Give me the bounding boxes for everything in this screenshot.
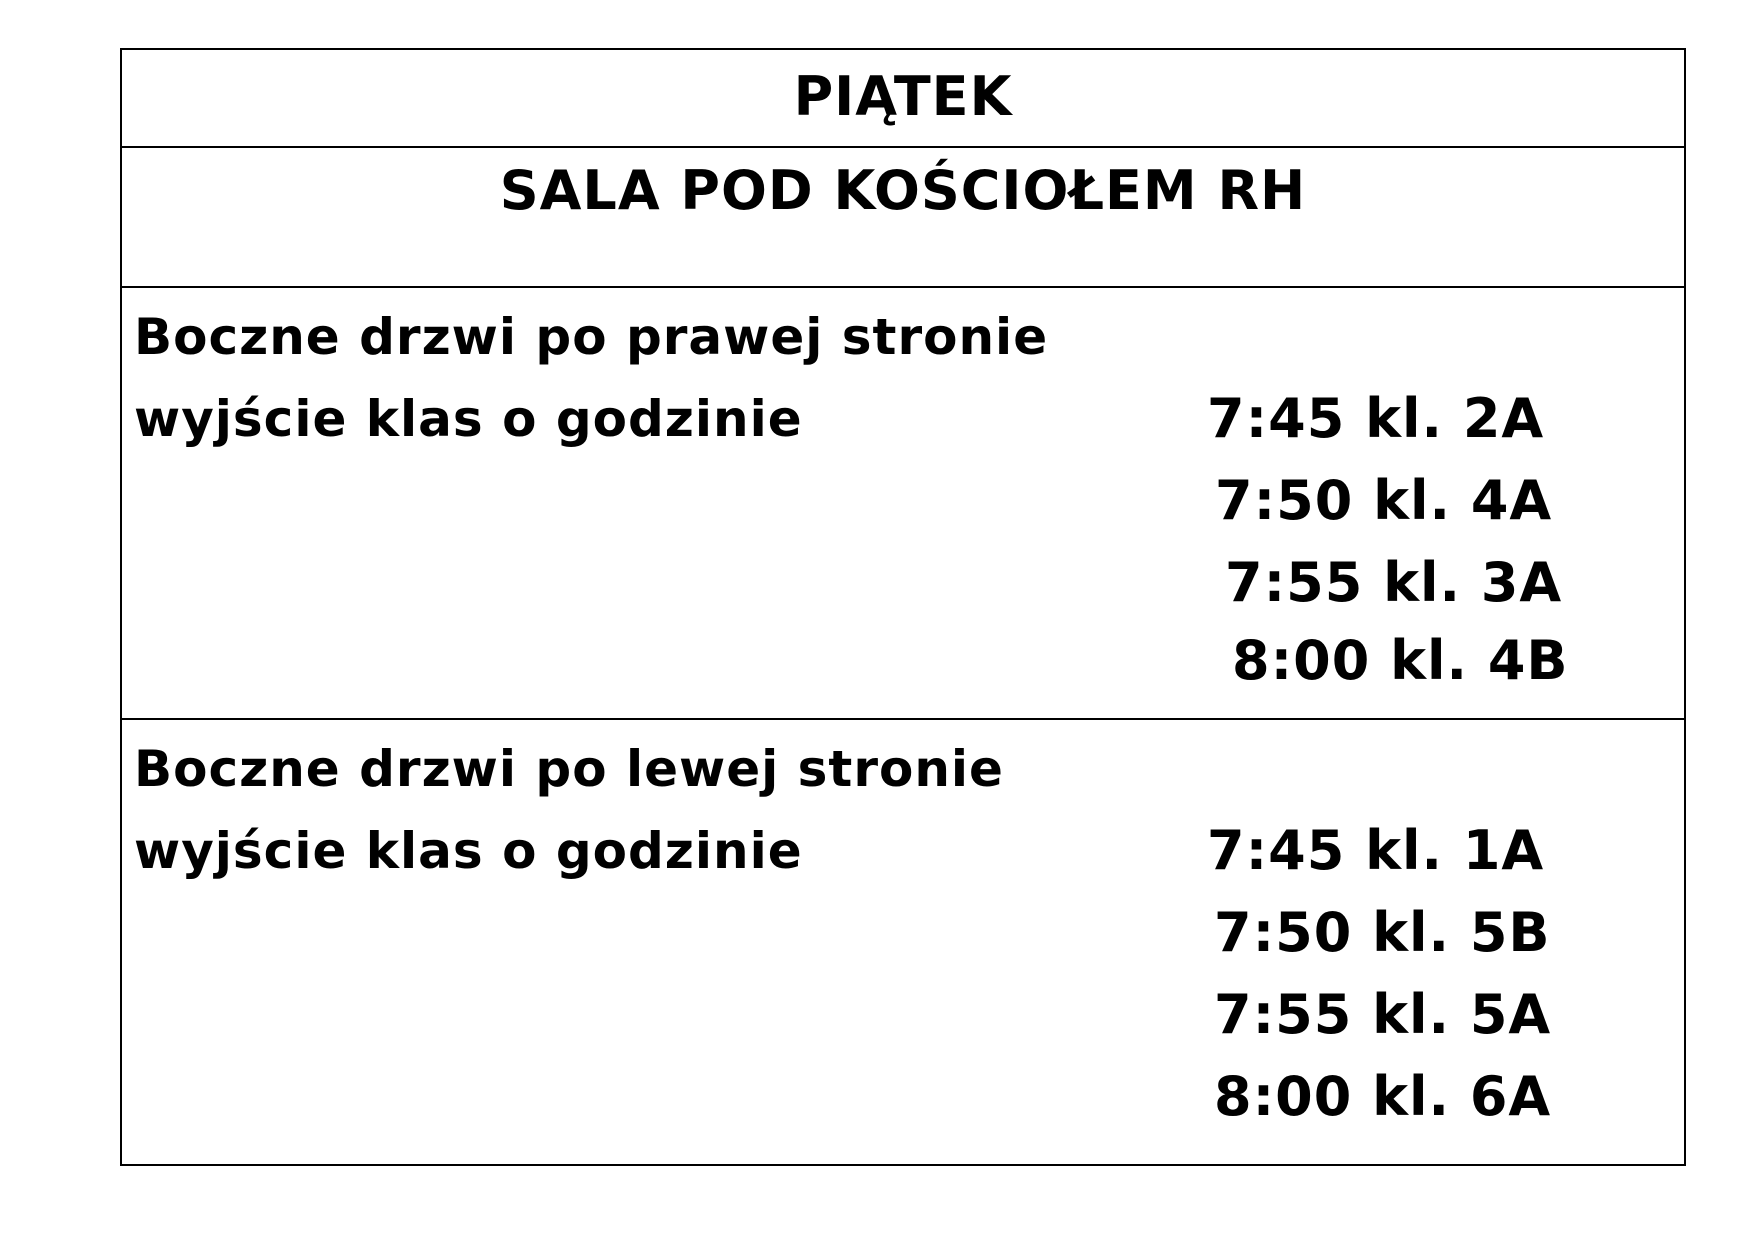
time-slot: 8:00 kl. 6A	[1214, 1065, 1552, 1128]
venue-row	[122, 148, 1684, 288]
right-door-section	[122, 288, 1684, 720]
time-slot: 7:50 kl. 4A	[1215, 469, 1553, 532]
time-slot: 7:45 kl. 2A	[1207, 387, 1545, 450]
venue-title: SALA POD KOŚCIOŁEM RH	[499, 159, 1307, 222]
title-row	[122, 50, 1684, 148]
time-slot: 7:55 kl. 5A	[1214, 983, 1552, 1046]
time-slot: 7:45 kl. 1A	[1207, 819, 1545, 882]
day-title: PIĄTEK	[793, 65, 1013, 128]
schedule-table	[120, 48, 1686, 1166]
door-label: Boczne drzwi po prawej stronie	[134, 308, 1049, 366]
exit-label: wyjście klas o godzinie	[134, 390, 803, 448]
time-slot: 7:50 kl. 5B	[1214, 901, 1551, 964]
left-door-section	[122, 720, 1684, 1166]
time-slot: 7:55 kl. 3A	[1225, 551, 1563, 614]
time-slot: 8:00 kl. 4B	[1232, 629, 1569, 692]
exit-label: wyjście klas o godzinie	[134, 822, 803, 880]
door-label: Boczne drzwi po lewej stronie	[134, 740, 1004, 798]
